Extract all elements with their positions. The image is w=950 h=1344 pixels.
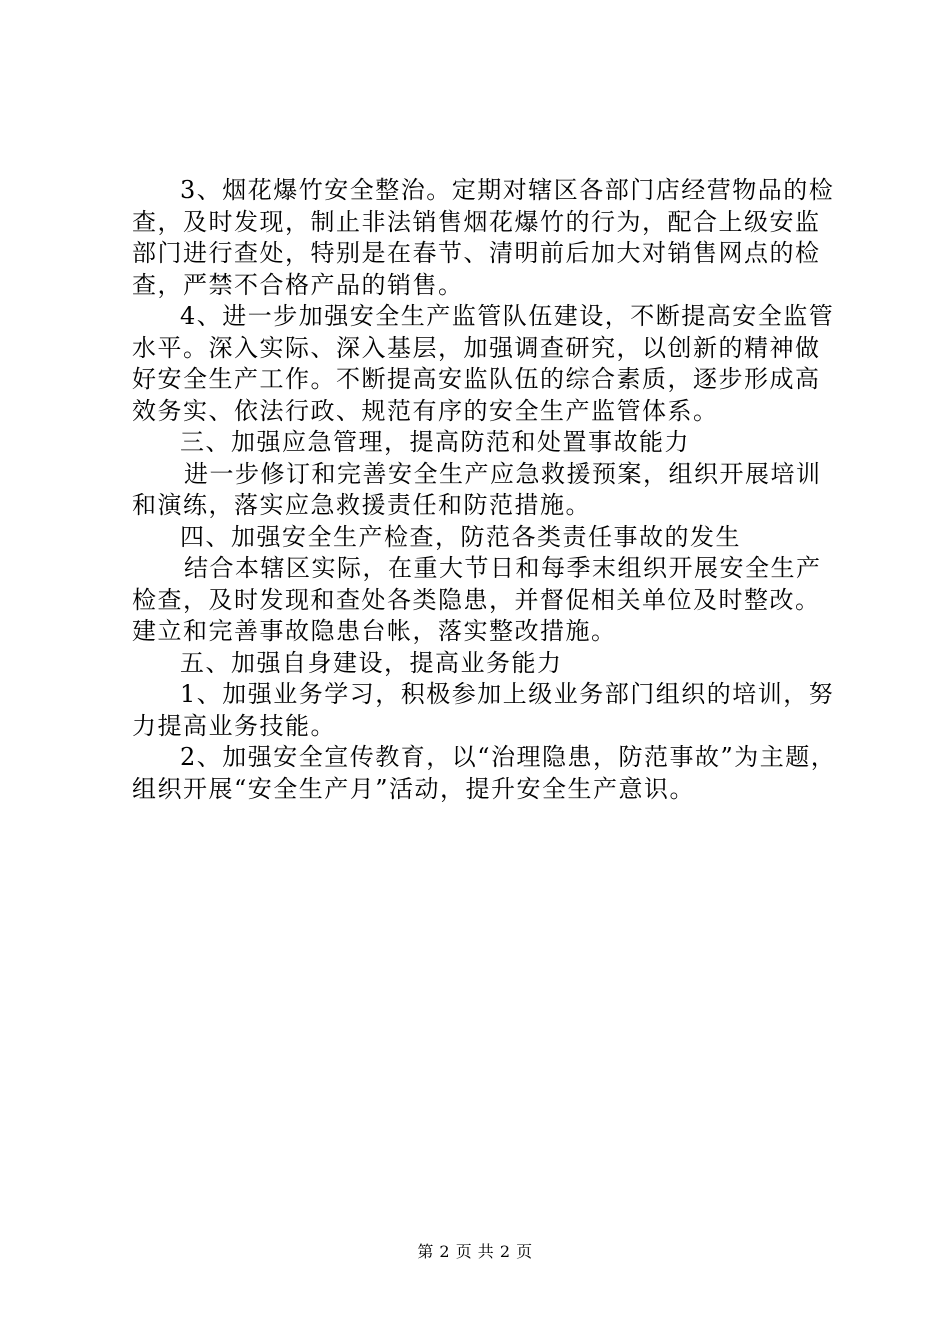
page-number-label: 第 2 页 共 2 页	[417, 1242, 533, 1261]
paragraph-line: 结合本辖区实际，在重大节日和每季末组织开展安全生产	[184, 554, 822, 582]
paragraph-line: 组织开展“安全生产月”活动，提升安全生产意识。	[132, 774, 696, 803]
paragraph-line: 好安全生产工作。不断提高安监队伍的综合素质，逐步形成高	[132, 365, 821, 393]
paragraph-line: 部门进行查处，特别是在春节、清明前后加大对销售网点的检	[132, 239, 821, 267]
paragraph-line: 水平。深入实际、深入基层，加强调查研究，以创新的精神做	[132, 333, 821, 362]
paragraph-line: 4、进一步加强安全生产监管队伍建设，不断提高安全监管	[180, 302, 835, 330]
paragraph-line: 2、加强安全宣传教育，以“治理隐患，防范事故”为主题，	[180, 743, 837, 771]
paragraph-line: 3、烟花爆竹安全整治。定期对辖区各部门店经营物品的检	[180, 176, 835, 204]
paragraph-line: 1、加强业务学习，积极参加上级业务部门组织的培训，努	[180, 680, 835, 708]
paragraph-line: 效务实、依法行政、规范有序的安全生产监管体系。	[132, 396, 719, 425]
section-heading: 五、加强自身建设，提高业务能力	[180, 648, 563, 677]
document-body	[132, 175, 837, 805]
page-footer	[0, 1242, 950, 1262]
paragraph-line: 查，严禁不合格产品的销售。	[132, 270, 464, 299]
paragraph-line: 力提高业务技能。	[132, 711, 336, 740]
paragraph-line: 和演练，落实应急救援责任和防范措施。	[132, 491, 591, 519]
paragraph-line: 建立和完善事故隐患台帐，落实整改措施。	[132, 617, 617, 645]
paragraph-line: 进一步修订和完善安全生产应急救援预案，组织开展培训	[184, 459, 822, 488]
section-heading: 三、加强应急管理，提高防范和处置事故能力	[180, 428, 690, 456]
paragraph-line: 检查，及时发现和查处各类隐患，并督促相关单位及时整改。	[132, 585, 821, 614]
paragraph-line: 查，及时发现，制止非法销售烟花爆竹的行为，配合上级安监	[132, 207, 821, 236]
section-heading: 四、加强安全生产检查，防范各类责任事故的发生	[180, 522, 741, 551]
